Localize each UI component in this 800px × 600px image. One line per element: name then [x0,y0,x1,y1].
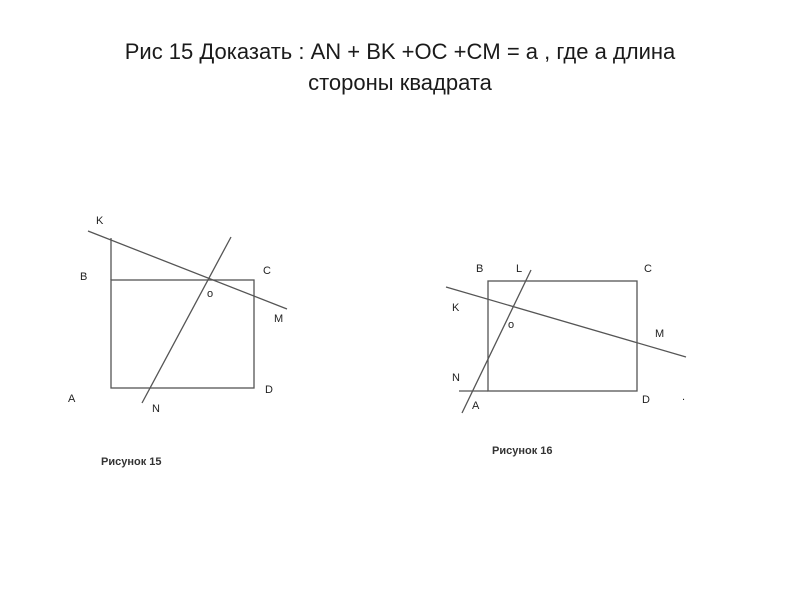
label-c-16: C [644,263,652,275]
title-line-2: стороны квадрата [308,70,492,95]
label-d-15: D [265,384,273,396]
title-line-1: Рис 15 Доказать : AN + BK +OC +CM = a , где a длина [124,39,676,64]
line-no-15 [142,237,231,403]
label-k-15: K [96,215,104,227]
label-o-15: o [207,288,214,300]
label-a-15: A [68,393,76,405]
label-m-15: M [274,313,284,325]
label-c-15: C [263,265,271,277]
figure-15 [68,215,287,468]
label-o-16: o [508,319,515,331]
label-b-15: B [80,271,88,283]
stray-mark-16: . [682,391,686,403]
line-km-16 [446,287,686,357]
caption-figure-16: Рисунок 16 [492,445,553,457]
label-d-16: D [642,394,650,406]
label-l-16: L [516,263,523,275]
caption-figure-15: Рисунок 15 [101,456,162,468]
label-n-16: N [452,372,460,384]
label-m-16: M [655,328,665,340]
figure-16 [446,263,686,457]
line-km-15 [88,231,287,309]
label-k-16: K [452,302,460,314]
label-n-15: N [152,403,160,415]
label-a-16: A [472,400,480,412]
square-abcd-15 [111,280,254,388]
label-b-16: B [476,263,484,275]
